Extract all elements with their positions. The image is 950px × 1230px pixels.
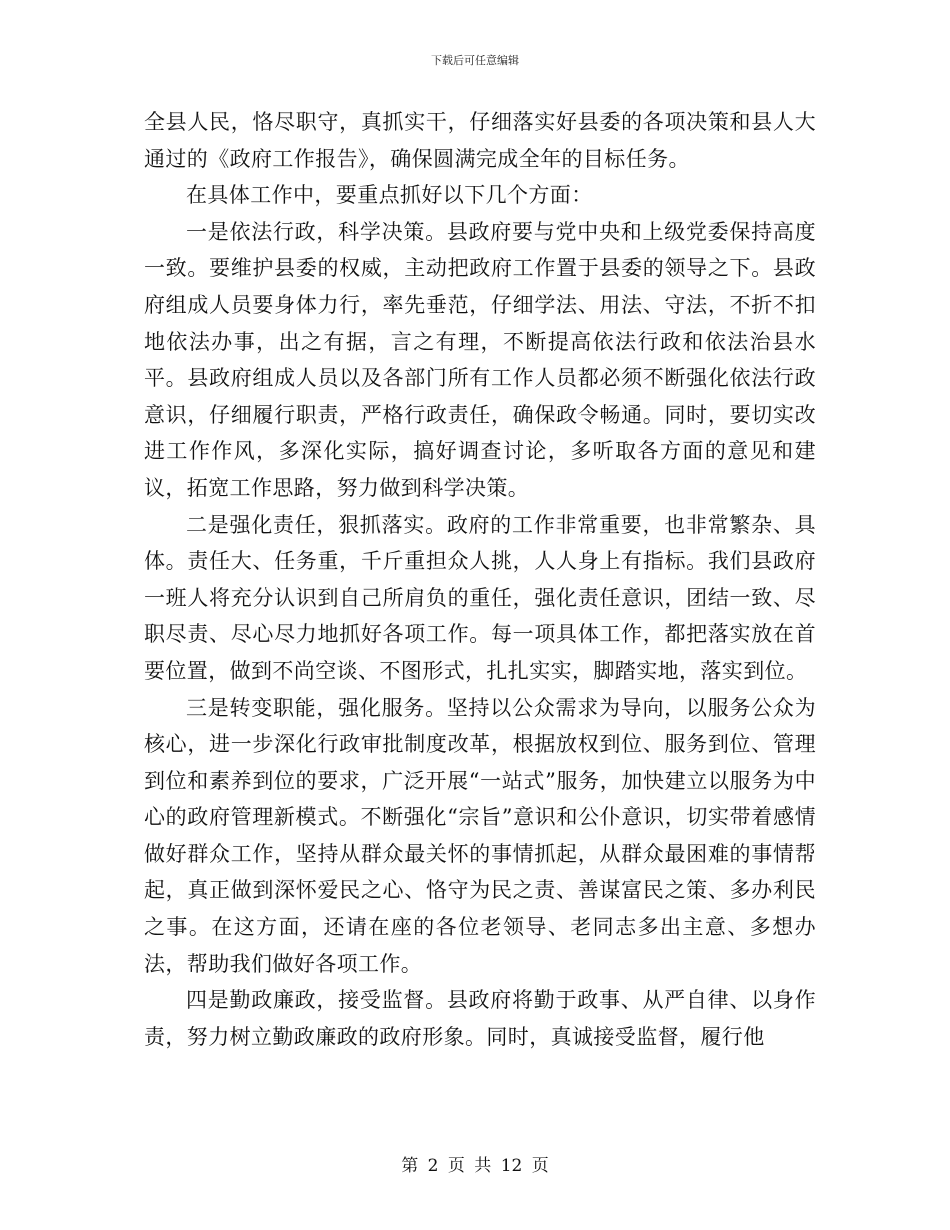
page-header: 下载后可任意编辑 bbox=[431, 54, 519, 67]
paragraph-intro: 在具体工作中，要重点抓好以下几个方面： bbox=[186, 183, 593, 208]
paragraph-continuation: 全县人民，恪尽职守，真抓实干，仔细落实好县委的各项决策和县人大通过的《政府工作报告》，确保圆满完成全年的目标任务。 bbox=[144, 110, 816, 171]
paragraph-point-four: 四是勤政廉政，接受监督。县政府将勤于政事、从严自律、以身作责，努力树立勤政廉政的政府形象。同时，真诚接受监督，履行他 bbox=[144, 988, 816, 1049]
page-number-footer: 第 2 页 共 12 页 bbox=[401, 1156, 549, 1176]
paragraph-point-two: 二是强化责任，狠抓落实。政府的工作非常重要，也非常繁杂、具体。责任大、任务重，千斤重担众人挑，人人身上有指标。我们县政府一班人将充分认识到自己所肩负的重任，强化责任意识，团结一致、尽职尽责、尽心尽力地抓好各项工作。每一项具体工作，都把落实放在首要位置，做到不尚空谈、不图形式，扎扎实实，脚踏实地，落实到位。 bbox=[144, 512, 816, 683]
paragraph-point-one: 一是依法行政，科学决策。县政府要与党中央和上级党委保持高度一致。要维护县委的权威，主动把政府工作置于县委的领导之下。县政府组成人员要身体力行，率先垂范，仔细学法、用法、守法，不折不扣地依法办事，出之有据，言之有理，不断提高依法行政和依法治县水平。县政府组成人员以及各部门所有工作人员都必须不断强化依法行政意识，仔细履行职责，严格行政责任，确保政令畅通。同时，要切实改进工作作风，多深化实际，搞好调查讨论，多听取各方面的意见和建议，拓宽工作思路，努力做到科学决策。 bbox=[144, 219, 816, 500]
document-body bbox=[144, 104, 816, 1055]
paragraph-point-three: 三是转变职能，强化服务。坚持以公众需求为导向，以服务公众为核心，进一步深化行政审批制度改革，根据放权到位、服务到位、管理到位和素养到位的要求，广泛开展“一站式”服务，加快建立以服务为中心的政府管理新模式。不断强化“宗旨”意识和公仆意识，切实带着感情做好群众工作，坚持从群众最关怀的事情抓起，从群众最困难的事情帮起，真正做到深怀爱民之心、恪守为民之责、善谋富民之策、多办利民之事。在这方面，还请在座的各位老领导、老同志多出主意、多想办法，帮助我们做好各项工作。 bbox=[144, 695, 816, 976]
